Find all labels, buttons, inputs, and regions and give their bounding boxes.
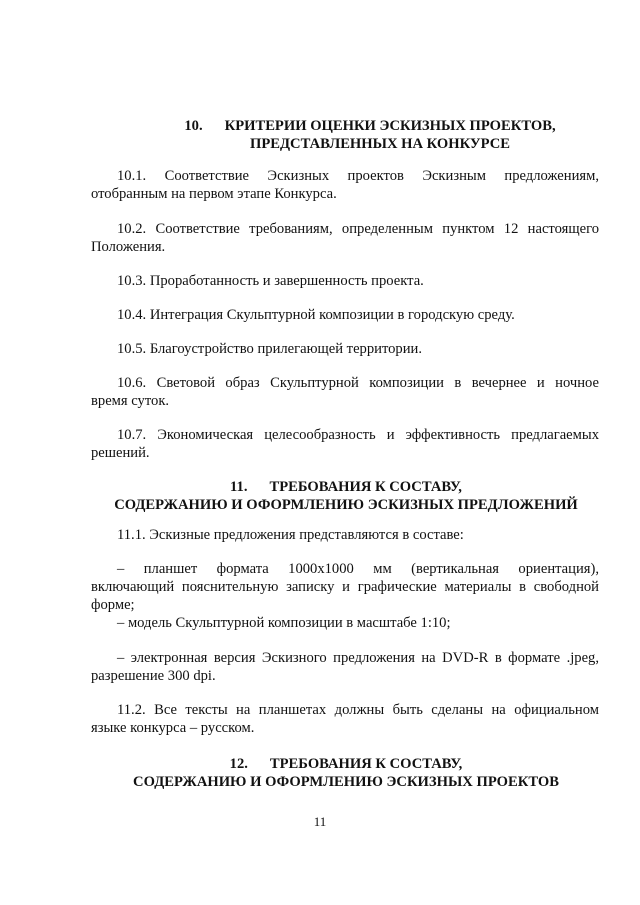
bullet-3-line1: – электронная версия Эскизного предложения на DVD-R в формате .jpeg, <box>117 650 599 666</box>
section-12-title-line2: СОДЕРЖАНИЮ И ОФОРМЛЕНИЮ ЭСКИЗНЫХ ПРОЕКТОВ <box>133 774 559 790</box>
item-10-3: 10.3. Проработанность и завершенность проекта. <box>117 273 424 289</box>
section-12-number: 12. <box>229 756 248 772</box>
bullet-3-line2: разрешение 300 dpi. <box>91 668 216 684</box>
section-11-title-line1: ТРЕБОВАНИЯ К СОСТАВУ, <box>269 479 462 495</box>
item-10-2: 10.2. Соответствие требованиям, определенным пунктом 12 настоящего <box>117 221 599 237</box>
item-10-4: 10.4. Интеграция Скульптурной композиции в городскую среду. <box>117 307 515 323</box>
section-12-title-line1: ТРЕБОВАНИЯ К СОСТАВУ, <box>269 756 463 772</box>
item-10-1-cont: отобранным на первом этапе Конкурса. <box>91 186 337 202</box>
item-11-2-line2: языке конкурса – русском. <box>91 720 255 736</box>
section-11-title-line2: СОДЕРЖАНИЮ И ОФОРМЛЕНИЮ ЭСКИЗНЫХ ПРЕДЛОЖЕНИЙ <box>114 497 578 513</box>
item-10-6: 10.6. Световой образ Скульптурной композиции в вечернее и ночное <box>117 375 599 391</box>
item-10-6-cont: время суток. <box>91 393 170 409</box>
bullet-1-line2: включающий пояснительную записку и графические материалы в свободной <box>91 579 599 595</box>
section-10-title-line2: ПРЕДСТАВЛЕННЫХ НА КОНКУРСЕ <box>250 136 510 152</box>
item-11-2-line1: 11.2. Все тексты на планшетах должны быть сделаны на официальном <box>117 702 599 718</box>
section-11-number: 11. <box>230 479 248 495</box>
section-12-heading <box>91 755 601 791</box>
item-10-1 <box>91 168 599 185</box>
section-11-heading <box>91 478 601 514</box>
bullet-1-line3: форме; <box>91 597 135 613</box>
section-10-title-line1: КРИТЕРИИ ОЦЕНКИ ЭСКИЗНЫХ ПРОЕКТОВ, <box>224 118 556 134</box>
item-11-1: 11.1. Эскизные предложения представляются в составе: <box>117 527 464 543</box>
section-10-heading <box>140 117 600 153</box>
item-10-2-cont: Положения. <box>91 239 166 255</box>
bullet-2: – модель Скульптурной композиции в масштабе 1:10; <box>117 615 451 631</box>
item-10-5: 10.5. Благоустройство прилегающей территории. <box>117 341 422 357</box>
bullet-1-line1: – планшет формата 1000x1000 мм (вертикальная ориентация), <box>117 561 599 577</box>
page-number: 11 <box>313 814 327 829</box>
item-10-1-line1: 10.1. Соответствие Эскизных проектов Эскизным предложениям, <box>117 168 599 184</box>
section-10-number: 10. <box>184 118 203 134</box>
item-10-7-cont: решений. <box>91 445 150 461</box>
item-10-7: 10.7. Экономическая целесообразность и эффективность предлагаемых <box>117 427 599 443</box>
